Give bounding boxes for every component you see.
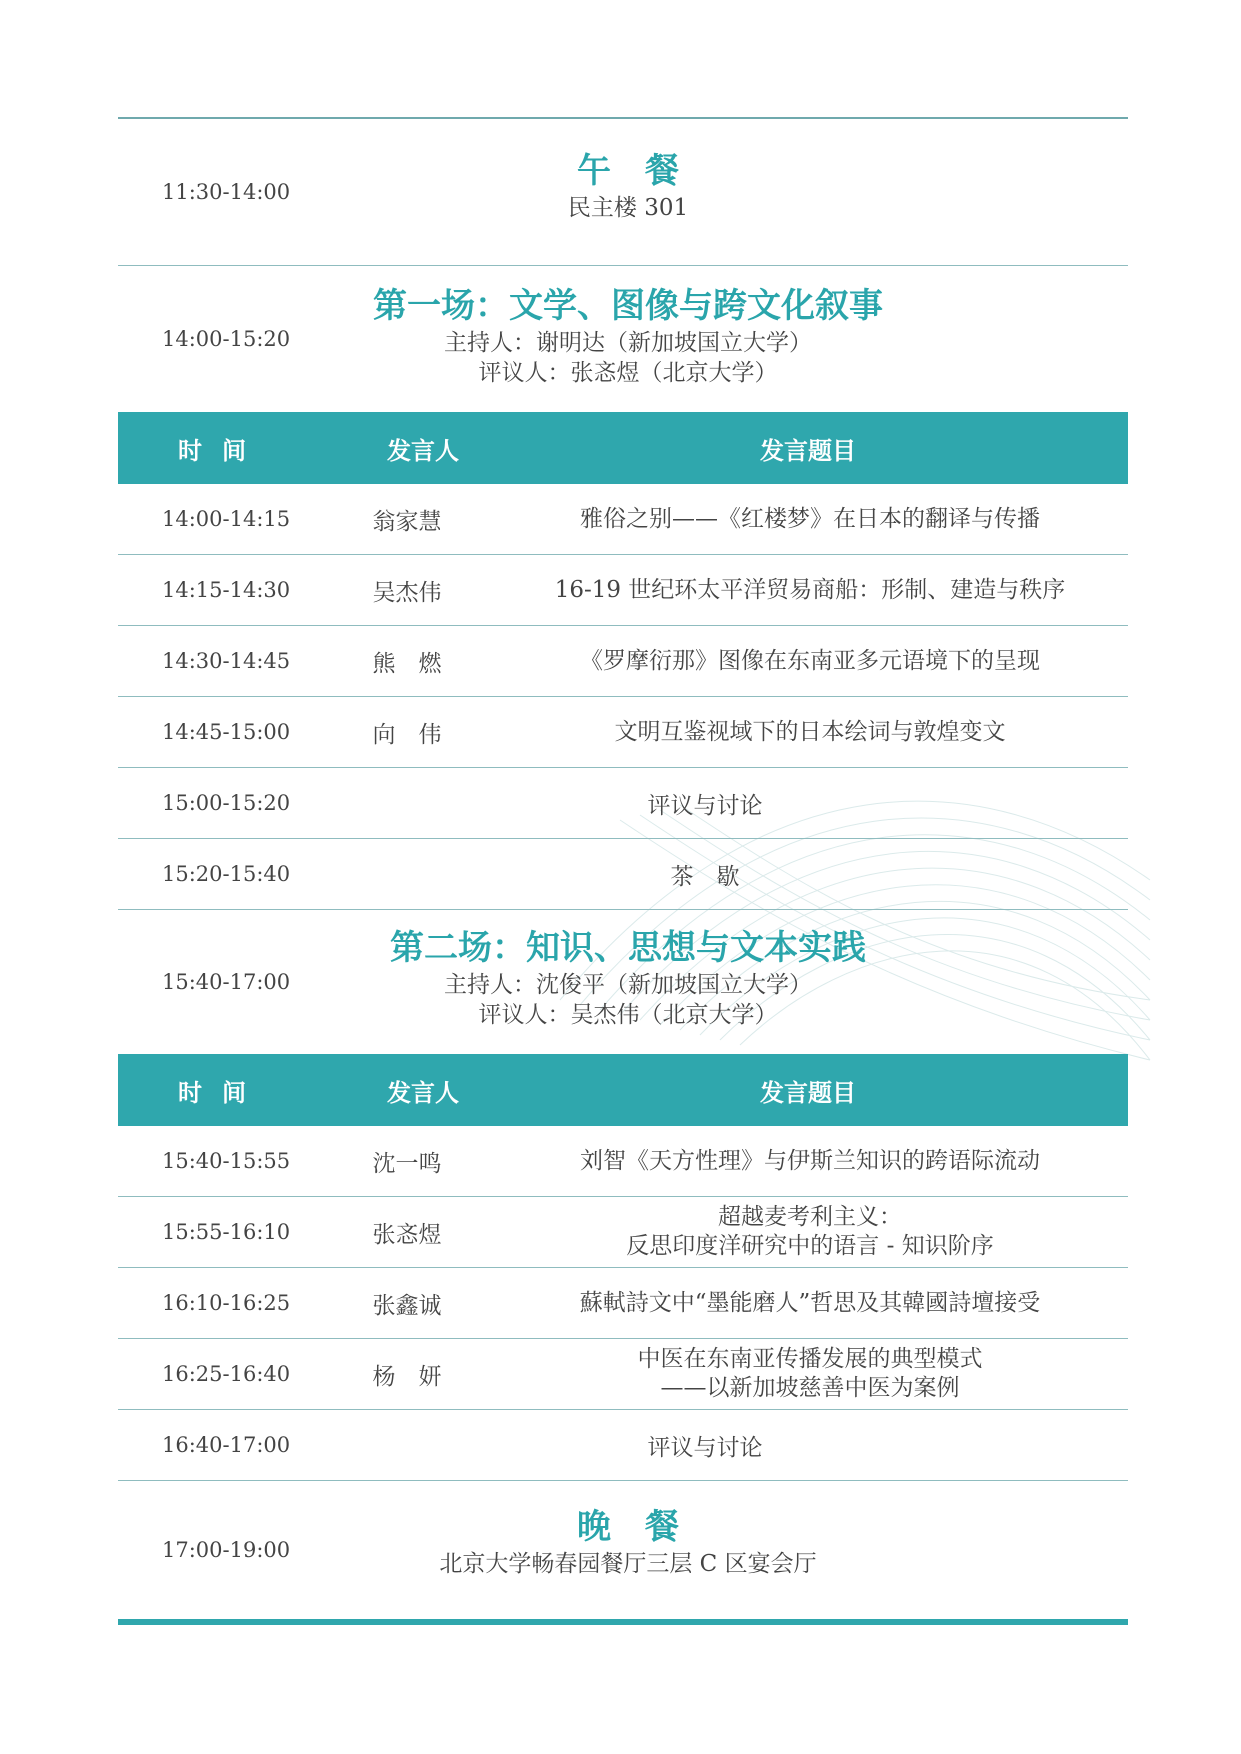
- row-time: 16:25-16:40: [162, 1362, 291, 1386]
- bottom-divider: [118, 1619, 1128, 1625]
- header-topic: 发言题目: [760, 1078, 856, 1107]
- table-row: [118, 1197, 1128, 1268]
- session1-table-header: [118, 412, 1128, 484]
- row-time: 14:00-14:15: [162, 507, 291, 531]
- lunch-title: 午 餐: [577, 151, 679, 191]
- row-topic: [492, 1289, 1128, 1318]
- table-row: [118, 484, 1128, 555]
- row-speaker: 翁家慧: [372, 508, 442, 535]
- dinner-location: 北京大学畅春园餐厅三层 C 区宴会厅: [439, 1551, 817, 1577]
- lunch-info: [418, 149, 1128, 223]
- row-speaker: 张忞煜: [372, 1221, 442, 1248]
- session1-commentator: 评议人：张忞煜（北京大学）: [478, 360, 778, 386]
- session1-title: 第一场：文学、图像与跨文化叙事: [373, 286, 883, 326]
- row-topic: [492, 1345, 1128, 1403]
- session2-heading: [118, 910, 1128, 1054]
- row-topic: 雅俗之别——《红楼梦》在日本的翻译与传播: [580, 505, 1040, 532]
- row-speaker: 向 伟: [372, 721, 442, 748]
- row-time: 14:15-14:30: [162, 578, 291, 602]
- session2-table-header: [118, 1054, 1128, 1126]
- session2-commentator: 评议人：吴杰伟（北京大学）: [478, 1002, 778, 1028]
- row-speaker: 沈一鸣: [372, 1150, 442, 1177]
- tea-break-row: [118, 839, 1128, 910]
- row-topic: 16-19 世纪环太平洋贸易商船：形制、建造与秩序: [554, 576, 1066, 603]
- header-speaker: 发言人: [387, 436, 459, 465]
- row-speaker: 熊 燃: [372, 650, 442, 677]
- discussion-row: [118, 1410, 1128, 1481]
- session2-host: 主持人：沈俊平（新加坡国立大学）: [444, 972, 812, 998]
- header-speaker: 发言人: [387, 1078, 459, 1107]
- row-time: 15:55-16:10: [162, 1220, 291, 1244]
- dinner-info: [418, 1505, 1128, 1579]
- row-topic: 文明互鉴视域下的日本绘词与敦煌变文: [614, 718, 1006, 745]
- session1-info: [318, 284, 1128, 388]
- topic-line-1: 中医在东南亚传播发展的典型模式: [637, 1346, 983, 1372]
- row-topic: 《罗摩衍那》图像在东南亚多元语境下的呈现: [580, 647, 1040, 674]
- row-time: 14:30-14:45: [162, 649, 291, 673]
- row-time: 14:45-15:00: [162, 720, 291, 744]
- header-time: 时间: [178, 1078, 266, 1107]
- row-speaker: 吴杰伟: [372, 579, 442, 606]
- discussion-label: 评议与讨论: [647, 792, 763, 819]
- topic-line-1: 蘇軾詩文中“墨能磨人”哲思及其韓國詩壇接受: [579, 1289, 1041, 1316]
- row-time: 15:40-15:55: [162, 1149, 291, 1173]
- table-row: [118, 555, 1128, 626]
- lunch-block: [118, 119, 1128, 265]
- dinner-time: 17:00-19:00: [162, 1538, 291, 1562]
- dinner-title: 晚 餐: [577, 1507, 679, 1547]
- session1-time: 14:00-15:20: [162, 327, 291, 351]
- discussion-label: 评议与讨论: [647, 1434, 763, 1461]
- header-time: 时间: [178, 436, 266, 465]
- table-row: [118, 626, 1128, 697]
- header-topic: 发言题目: [760, 436, 856, 465]
- row-speaker: 张鑫诚: [372, 1292, 442, 1319]
- topic-line-2: ——以新加坡慈善中医为案例: [660, 1375, 960, 1401]
- row-speaker: 杨 妍: [372, 1363, 442, 1390]
- row-topic: [492, 1147, 1128, 1176]
- lunch-location: 民主楼 301: [567, 195, 689, 221]
- dinner-block: [118, 1481, 1128, 1619]
- session2-info: [318, 926, 1128, 1030]
- discussion-row: [118, 768, 1128, 839]
- topic-line-1: 刘智《天方性理》与伊斯兰知识的跨语际流动: [580, 1147, 1040, 1174]
- session1-host: 主持人：谢明达（新加坡国立大学）: [444, 330, 812, 356]
- table-row: [118, 697, 1128, 768]
- lunch-time: 11:30-14:00: [162, 180, 291, 204]
- session1-heading: [118, 266, 1128, 412]
- table-row: [118, 1268, 1128, 1339]
- row-topic: [492, 1203, 1128, 1261]
- schedule-document: [118, 117, 1128, 1625]
- row-time: 15:00-15:20: [162, 791, 291, 815]
- row-time: 16:10-16:25: [162, 1291, 291, 1315]
- row-time: 15:20-15:40: [162, 862, 291, 886]
- table-row: [118, 1126, 1128, 1197]
- topic-line-1: 超越麦考利主义：: [718, 1204, 902, 1230]
- session2-title: 第二场：知识、思想与文本实践: [390, 928, 866, 968]
- tea-break-label: 茶 歇: [670, 863, 740, 890]
- row-time: 16:40-17:00: [162, 1433, 291, 1457]
- topic-line-2: 反思印度洋研究中的语言 - 知识阶序: [626, 1233, 994, 1259]
- table-row: [118, 1339, 1128, 1410]
- session2-time: 15:40-17:00: [162, 970, 291, 994]
